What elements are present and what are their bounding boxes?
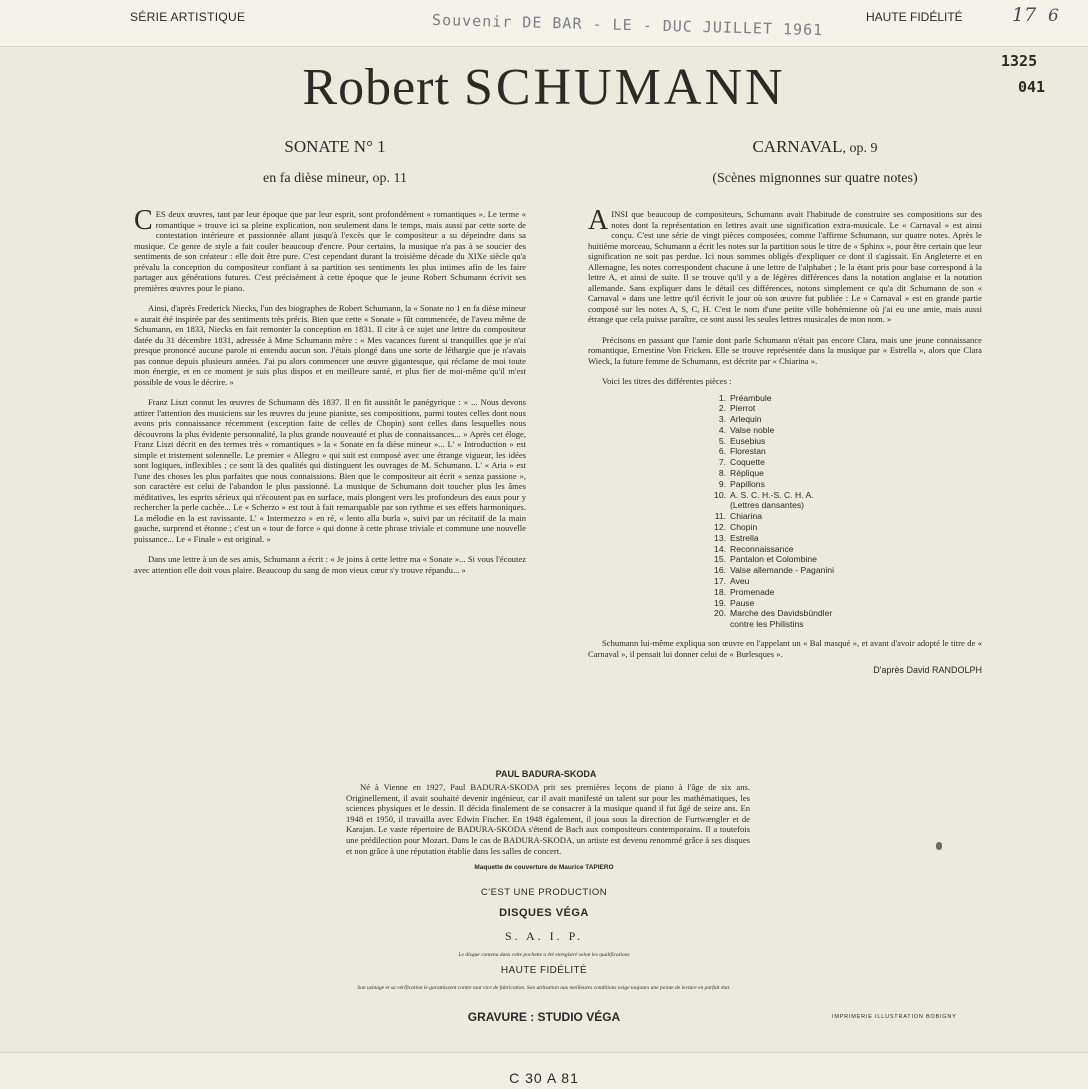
carnaval-piece-item: [706, 619, 982, 630]
piece-number: 3.: [718, 414, 726, 425]
piece-2-title: CARNAVAL: [752, 137, 843, 156]
piece-title: Eusebius: [730, 435, 766, 446]
carnaval-piece-item: [706, 500, 982, 511]
fine-print-1: Le disque contenu dans cette pochette a été enregistré selon les qualifications: [458, 952, 630, 958]
piece-title: Marche des Davidsbündler: [730, 608, 833, 619]
record-label-name: DISQUES VÉGA: [499, 907, 589, 919]
piece-number: 4.: [718, 424, 726, 435]
piece-title: Chiarina: [730, 511, 763, 522]
piece-title: Pause: [730, 597, 755, 608]
carnaval-piece-item: [706, 576, 982, 587]
composer-last-name: SCHUMANN: [463, 59, 786, 116]
performer-heading: PAUL BADURA-SKODA: [495, 769, 597, 779]
performer-bio: [346, 768, 750, 856]
piece-title: Valse allemande - Paganini: [730, 565, 834, 576]
piece-number: 19.: [714, 597, 726, 608]
catalog-stamp-2: 041: [1018, 78, 1046, 96]
drop-cap: A: [588, 205, 609, 236]
carnaval-pieces-list: [588, 393, 982, 631]
carnaval-piece-item: [706, 554, 982, 565]
piece-number: 16.: [714, 565, 726, 576]
carnaval-piece-item: [706, 436, 982, 447]
piece-title: Chopin: [730, 522, 758, 533]
piece-number: 13.: [714, 532, 726, 543]
carnaval-piece-item: [706, 522, 982, 533]
piece-number: 2.: [718, 403, 726, 414]
company-initials: S. A. I. P.: [504, 929, 584, 943]
quality-label-bottom: HAUTE FIDÉLITÉ: [500, 965, 588, 976]
carnaval-piece-item: [706, 490, 982, 501]
carnaval-piece-item: [706, 608, 982, 619]
piece-number: 20.: [714, 608, 726, 619]
sonata-paragraph-4: Dans une lettre à un de ses amis, Schumann a écrit : « Je joins à cette lettre ma « Sonate »... Si vous l'écoutez avec attention elle doit vous plaire. Beaucoup du sang de mon vieux cœur s'y trouve répandu... »: [134, 554, 526, 575]
piece-2-subtitle: (Scènes mignonnes sur quatre notes): [712, 171, 918, 186]
handwritten-note-a: 17: [1012, 4, 1037, 26]
piece-number: 12.: [714, 522, 726, 533]
composer-first-name: Robert: [302, 59, 450, 116]
printer-credit: IMPRIMERIE ILLUSTRATION BOBIGNY: [832, 1014, 957, 1020]
performer-bio-text: Né à Vienne en 1927, Paul BADURA-SKODA prit ses premières leçons de piano à l'âge de six ans. Originellement, il avait souhaité devenir ingénieur, car il avait manifesté un talent sur pour les mathématiques, les sciences physiques et le dessin. Il décida finalement de se consacrer à la musique quand il fut âgé de seize ans. En 1948 et 1950, il travailla avec Edwin Fischer. En 1948 également, il joua sous la direction de Furtwængler et de Karajan. Le vaste répertoire de BADURA-SKODA s'étend de Bach aux compositeurs contemporains. Il a toutefois une prédilection pour Mozart. Dans le cas de BADURA-SKODA, un artiste est devenu renommé grâce à ses disques et non grâce à une réputation établie dans les salles de concert.: [346, 782, 750, 856]
sonata-paragraph-2: Ainsi, d'après Frederick Niecks, l'un des biographes de Robert Schumann, la « Sonate no 1 en fa dièse mineur » aurait été inspirée par des sentiments très précis. Bien que cette « Sonate » fût commencée, de l'aveu même de Schumann, en 1833, Niecks en fait remonter la conception en 1831. Il cite à ce sujet une lettre du compositeur datée du 31 décembre 1831, adressée à Mme Schumann mère : « Mes vacances furent si tranquilles que je n'ai presque prononcé aucune parole ni entendu aucun son. J'étais plongé dans une sorte de léthargie que je n'avais pas connue depuis plusieurs années. J'ai pu alors commencer une œuvre gigantesque, qui réclame de moi toute mon énergie, et en ce moment je suis plus dispos et en meilleure santé, et plus fier de moi-même qu'il m'est possible de vous le décrire. »: [134, 303, 526, 387]
piece-number: 5.: [718, 435, 726, 446]
carnaval-piece-item: [706, 393, 982, 404]
carnaval-piece-item: [706, 457, 982, 468]
piece-number: 1.: [718, 392, 726, 403]
piece-number: 15.: [714, 554, 726, 565]
piece-number: 18.: [714, 586, 726, 597]
carnaval-piece-item: [706, 598, 982, 609]
series-label: SÉRIE ARTISTIQUE: [130, 10, 246, 24]
piece-title: Aveu: [730, 576, 750, 587]
piece-title: (Lettres dansantes): [730, 500, 805, 511]
carnaval-piece-item: [706, 414, 982, 425]
carnaval-paragraph-1: AINSI que beaucoup de compositeurs, Schumann avait l'habitude de construire ses compositions sur des notes dont la représentation en lettres avait une signification extra-musicale. Le « Carnaval » est ainsi conçu. C'est une série de vingt pièces composées, comme l'affirme Schumann, sur quatre notes. Après le huitième morceau, Schumann a écrit les notes sur la partition sous le titre de « Sphinx », pour être certain que leur signification ne soit pas perdue. Ici nous sommes obligés d'expliquer ce dont il s'agissait. En Angleterre et en Allemagne, les notes correspondent chacune à une lettre de l'alphabet ; le la étant pris pour base correspond à la lettre A, et ainsi de suite. Il se trouve qu'il y a de légères différences dans la notation anglaise et la notation allemande. Sans expliquer dans le détail ces différences, notons simplement ce qu'a dit Schumann de son « Carnaval » dans une lettre qu'il écrivit le jour où son œuvre fut publiée : Le « Carnaval » est en grande partie composé sur les notes A, S, C, H. C'est le nom d'une petite ville bohémienne où j'ai eu une amie, mais aussi étrange que cela puisse paraître, ce sont aussi les seules lettres musicales de mon nom. »: [588, 205, 982, 324]
piece-title: Estrella: [730, 532, 759, 543]
carnaval-piece-item: [706, 403, 982, 414]
carnaval-paragraph-3: Voici les titres des différentes pièces :: [602, 376, 732, 386]
catalog-stamp-1: 1325: [1001, 52, 1038, 70]
piece-number: 6.: [718, 446, 726, 457]
piece-number: 14.: [714, 543, 726, 554]
piece-1-subtitle: en fa dièse mineur, op. 11: [263, 171, 407, 186]
quality-label-top: HAUTE FIDÉLITÉ: [866, 10, 963, 24]
sonata-notes-column: [134, 205, 526, 585]
composer-title: [0, 58, 1088, 117]
piece-title: Coquette: [730, 457, 765, 468]
piece-title: Promenade: [730, 586, 775, 597]
piece-number: 9.: [718, 478, 726, 489]
carnaval-piece-item: [706, 587, 982, 598]
carnaval-piece-item: [706, 511, 982, 522]
cover-design-credit: Maquette de couverture de Maurice TAPIERO: [474, 864, 614, 871]
piece-number: 17.: [714, 576, 726, 587]
piece-title: Arlequin: [730, 414, 762, 425]
souvenir-stamp: Souvenir DE BAR - LE - DUC JUILLET 1961: [431, 10, 824, 40]
carnaval-notes-column: [588, 205, 982, 676]
sonata-paragraph-3: Franz Liszt connut les œuvres de Schumann dès 1837. Il en fit aussitôt le panégyrique : « ... Nous devons attirer l'attention des musiciens sur les œuvres du jeune pianiste, ses compositions, parmi toutes celles dont nous avons pris connaissance récemment (exception faite de celles de Chopin) sont celles dans lesquelles nous découvrons la plus évidente personnalité, la plus grande nouveauté et plus de connaissances... » Après cet éloge, Franz Liszt décrit en des termes très « romantiques » la « Sonate en fa dièse mineur »... L' « Introduction » est simple et tristement solennelle. Le premier « Allegro » qui suit est composé avec une étrange vigueur, les idées sont logiques, inflexibles ; ce sont là des qualités qui distinguent les ouvrages de M. Schumann. L' « Aria » est l'une des choses les plus parfaites que nous connaissions. Bien que le compositeur ait écrit « senza passione », son caractère est celui de l'abandon le plus passionné. La musique de Schumann doit toucher plus les âmes méditatives, les esprits sérieux qui n'écoutent pas en surface, mais plongent vers les profondeurs des eaux pour y rechercher la perle cachée... Le « Scherzo » est tout à fait remarquable par son rythme et ses effets harmoniques. La mélodie en la est ravissante. L' « Intermezzo » en ré, « lento alla burla », suivi par un récitatif de la main gauche, surprend et étonne ; c'est un « tour de force » qui donne à cette phrase triviale et commune une nouvelle puissance... Le « Finale » est original. »: [134, 397, 526, 544]
piece-title: Reconnaissance: [730, 543, 794, 554]
piece-title: Pierrot: [730, 403, 756, 414]
piece-title: Réplique: [730, 468, 764, 479]
carnaval-piece-item: [706, 446, 982, 457]
piece-number: 10.: [714, 489, 726, 500]
piece-title: Pantalon et Colombine: [730, 554, 817, 565]
sonata-paragraph-1: CES deux œuvres, tant par leur époque que par leur esprit, sont profondément « romantiques ». Le terme « romantique » trouve ici sa pleine explication, non seulement dans le temps, mais aussi par cette sorte de contestation intérieure et passionnée allant jusqu'à l'excès que le compositeur a su dépeindre dans sa musique. Ce genre de style a fait couler beaucoup d'encre. Pour certains, la musique n'a pas à se soucier des sentiments de son créateur : elle doit être pure. C'est cependant durant la troisième décade du XIXe siècle qu'a prévalu la conception du compositeur confiant à sa partition ses sentiments les plus intimes afin de les faire partager aux générations futures. C'est précisément à cette époque que le jeune Robert Schumann écrivit ses premières œuvres pour le piano.: [134, 205, 526, 293]
fine-print-2: Son usinage et sa vérification le garantissent contre tout vice de fabrication. Son utilisation aux meilleures conditions exige toujours une pointe de lecture en parfait état.: [357, 985, 731, 991]
carnaval-paragraph-2: Précisons en passant que l'amie dont parle Schumann n'était pas encore Clara, mais une jeune connaissance romantique, Ernestine Von Fricken. Elle se trouve représentée dans la musique par « Estrella », alors que Clara Wieck, la future femme de Schumann, est décrite par « Chiarina ».: [588, 334, 982, 366]
production-label: C'EST UNE PRODUCTION: [480, 887, 608, 898]
piece-2-opus: , op. 9: [842, 141, 878, 156]
carnaval-piece-item: [706, 425, 982, 436]
piece-title: Florestan: [730, 446, 766, 457]
piece-number: 11.: [714, 511, 726, 522]
ink-speck: [936, 842, 942, 850]
engraving-credit: GRAVURE : STUDIO VÉGA: [467, 1010, 621, 1024]
piece-2-heading: [650, 137, 980, 187]
carnaval-piece-item: [706, 479, 982, 490]
carnaval-paragraph-4: Schumann lui-même expliqua son œuvre en l'appelant un « Bal masqué », et avant d'avoir adopté le titre de « Carnaval », il pensait lui donner celui de « Burlesques ».: [588, 638, 982, 659]
carnaval-piece-item: [706, 468, 982, 479]
piece-title: Valse noble: [730, 424, 775, 435]
carnaval-piece-item: [706, 565, 982, 576]
piece-1-heading: [200, 137, 470, 187]
piece-title: Papillons: [730, 478, 765, 489]
piece-title: Préambule: [730, 392, 772, 403]
catalog-code: C 30 A 81: [509, 1070, 579, 1086]
piece-1-title: SONATE N° 1: [284, 137, 386, 156]
piece-title: contre les Philistins: [730, 619, 804, 630]
piece-number: 8.: [718, 468, 726, 479]
carnaval-piece-item: [706, 533, 982, 544]
notes-credit: D'après David RANDOLPH: [873, 665, 982, 676]
piece-number: 7.: [718, 457, 726, 468]
piece-title: A. S. C. H.-S. C. H. A.: [730, 489, 814, 500]
carnaval-piece-item: [706, 544, 982, 555]
drop-cap: C: [134, 205, 153, 236]
handwritten-note-b: 6: [1048, 6, 1059, 26]
